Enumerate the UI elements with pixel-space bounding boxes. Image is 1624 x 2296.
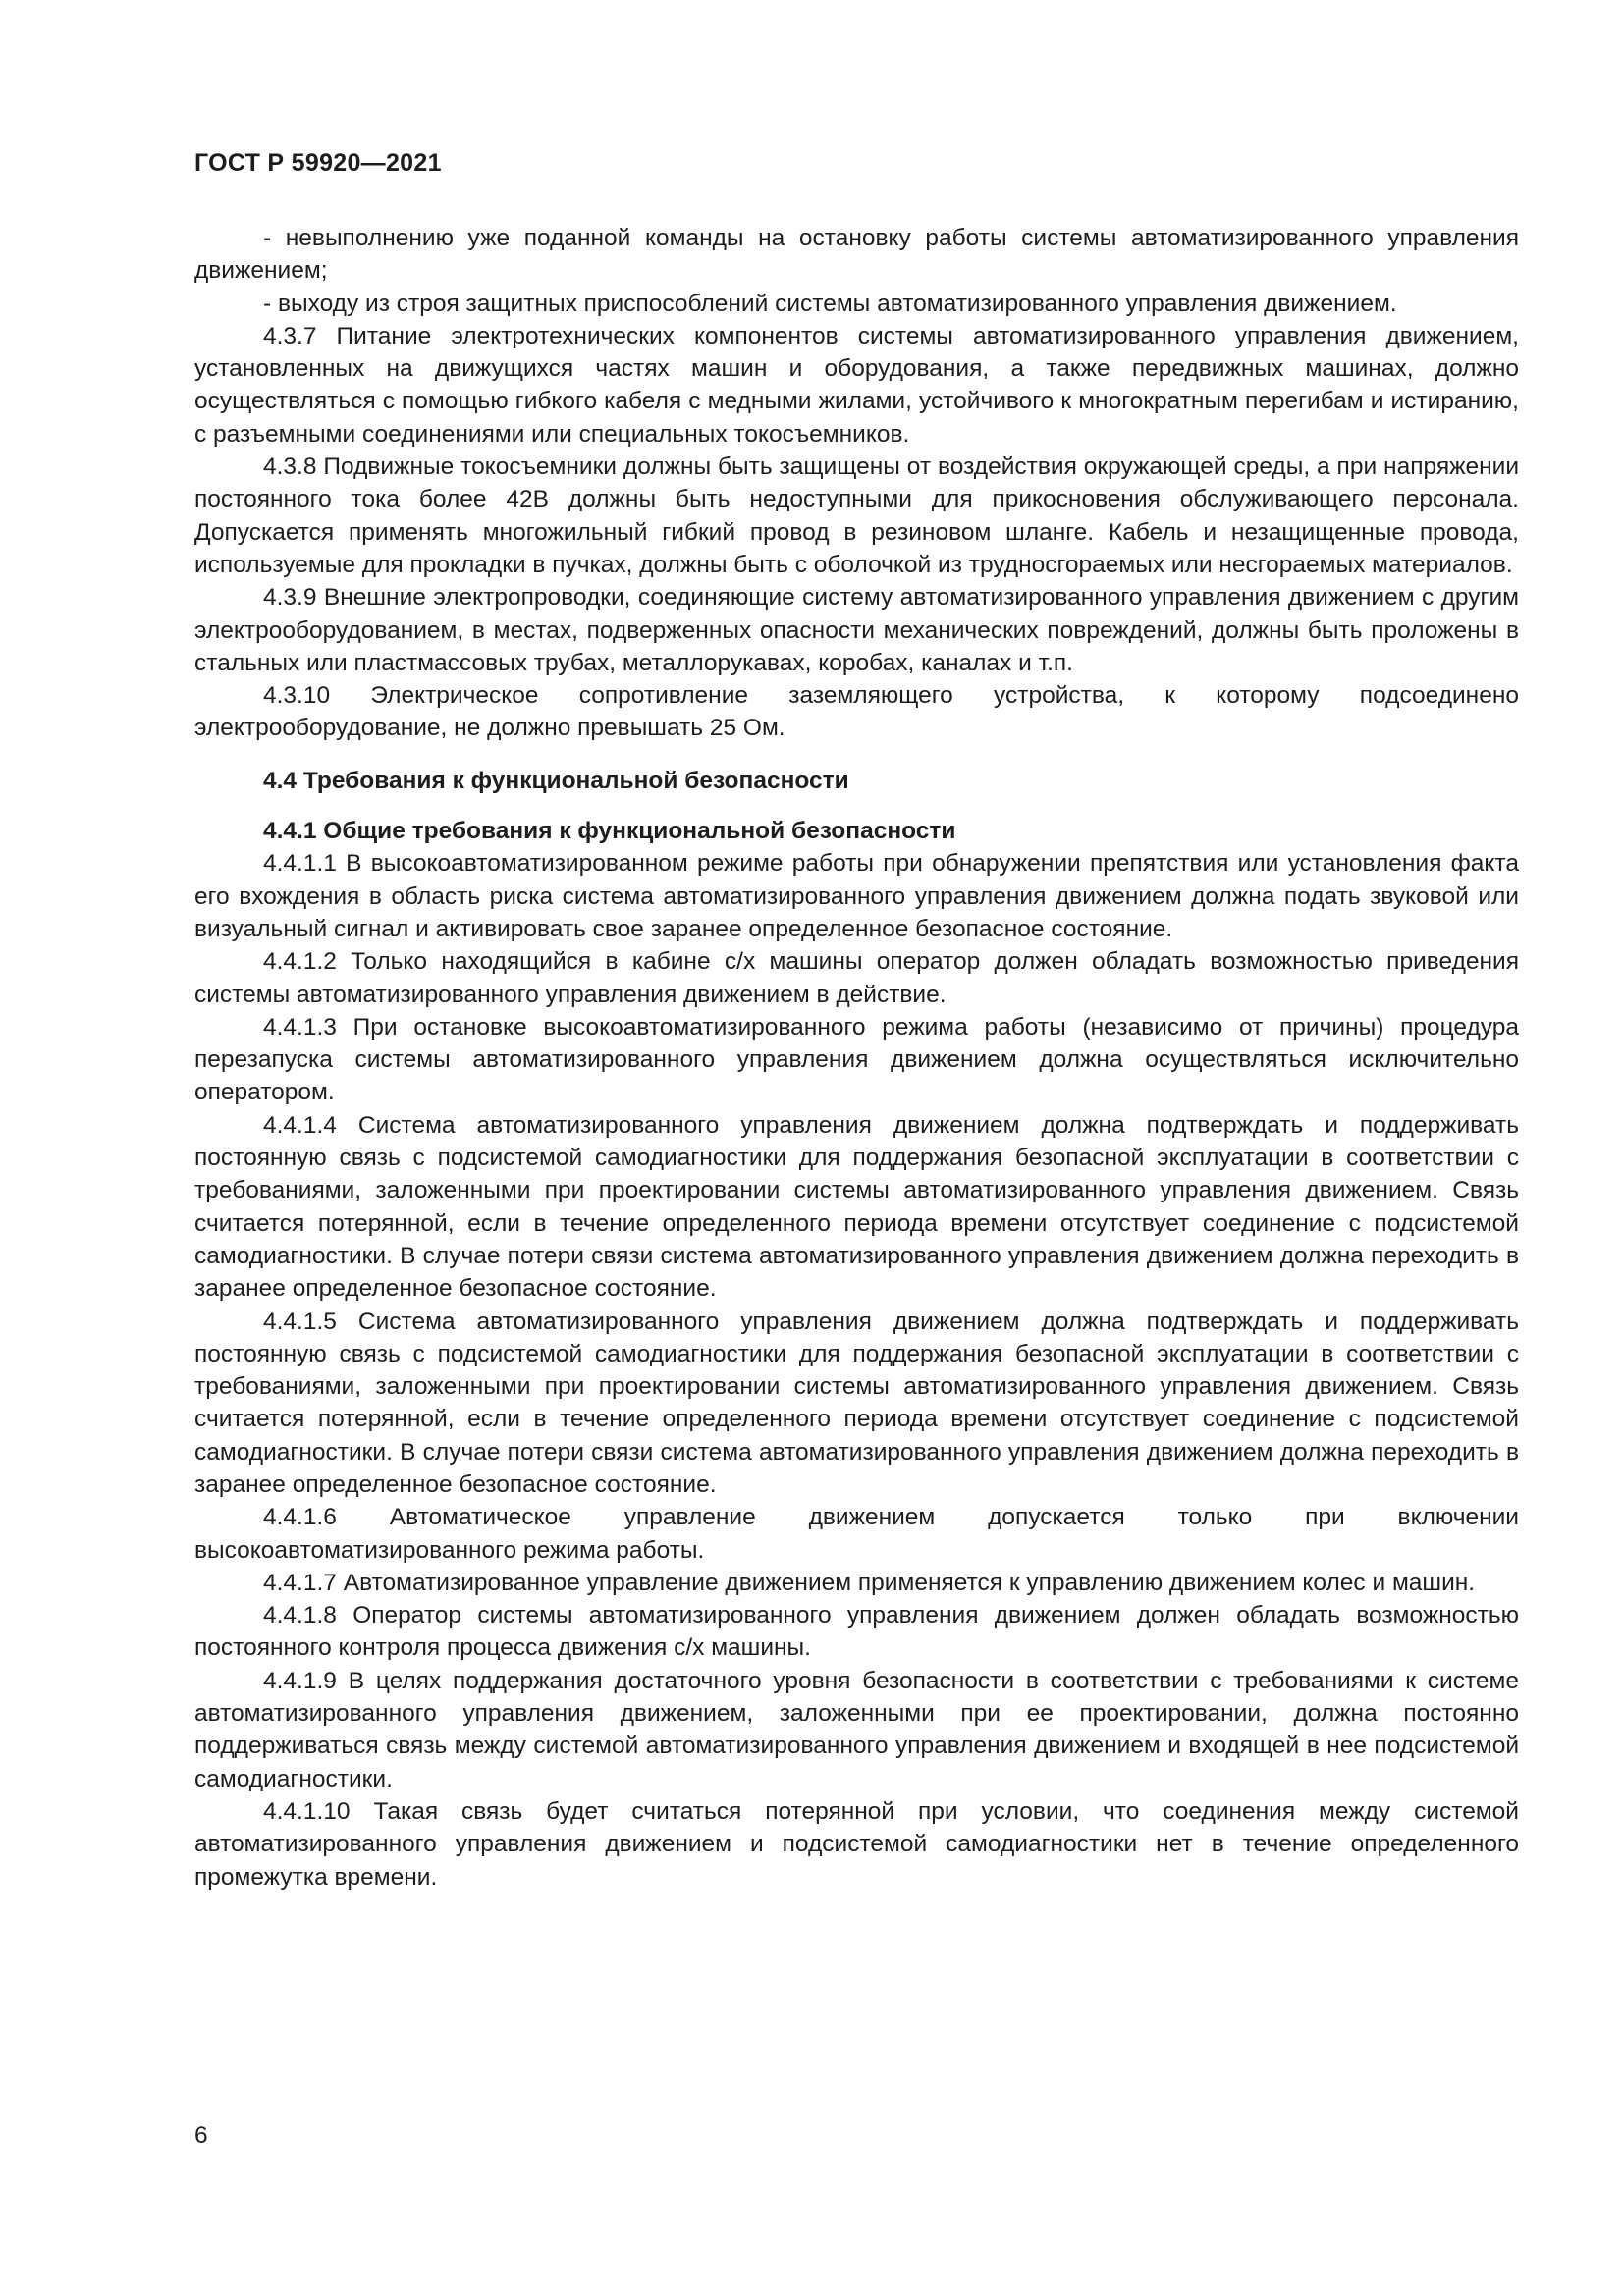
paragraph-4-4-1-1: 4.4.1.1 В высокоавтоматизированном режиме работы при обнаружении препятствия или установления факта его вхождения в область риска система автоматизированного управления движением должна подать звуковой или визуальный сигнал и активировать свое заранее определенное безопасное состояние. — [194, 850, 1519, 942]
section-heading-4-4: 4.4 Требования к функциональной безопасности — [263, 767, 849, 794]
subsection-heading-4-4-1: 4.4.1 Общие требования к функциональной безопасности — [263, 818, 956, 845]
paragraph-4-4-1-8: 4.4.1.8 Оператор системы автоматизированного управления движением должен обладать возможностью постоянного контроля процесса движения с/х машины. — [194, 1602, 1519, 1662]
paragraph-list-item-1: - невыполнению уже поданной команды на остановку работы системы автоматизированного управления движением; — [194, 225, 1519, 285]
paragraph-4-4-1-2: 4.4.1.2 Только находящийся в кабине с/х машины оператор должен обладать возможностью приведения системы автоматизированного управления движением в действие. — [194, 948, 1519, 1008]
paragraph-4-4-1-3: 4.4.1.3 При остановке высокоавтоматизированного режима работы (независимо от причины) процедура перезапуска системы автоматизированного управления движением должна осуществляться исключительно оператором. — [194, 1013, 1519, 1106]
document-id-header: ГОСТ Р 59920—2021 — [194, 149, 442, 177]
paragraph-4-4-1-5: 4.4.1.5 Система автоматизированного управления движением должна подтверждать и поддерживать постоянную связь с подсистемой самодиагностики для поддержания безопасной эксплуатации в соответствии с требованиями, заложенными при проектировании системы автоматизированного управления движением. Связь считается потерянной, если в течение определенного периода времени отсутствует соединение с подсистемой самодиагностики. В случае потери связи система автоматизированного управления движением должна переходить в заранее определенное безопасное состояние. — [194, 1308, 1519, 1498]
paragraph-4-3-7: 4.3.7 Питание электротехнических компонентов системы автоматизированного управления движением, установленных на движущихся частях машин и оборудования, а также передвижных машинах, должно осуществляться с помощью гибкого кабеля с медными жилами, устойчивого к многократным перегибам и истиранию, с разъемными соединениями или специальных токосъемников. — [194, 322, 1519, 448]
document-body — [194, 222, 1519, 1894]
paragraph-4-4-1-4: 4.4.1.4 Система автоматизированного управления движением должна подтверждать и поддерживать постоянную связь с подсистемой самодиагностики для поддержания безопасной эксплуатации в соответствии с требованиями, заложенными при проектировании системы автоматизированного управления движением. Связь считается потерянной, если в течение определенного периода времени отсутствует соединение с подсистемой самодиагностики. В случае потери связи система автоматизированного управления движением должна переходить в заранее определенное безопасное состояние. — [194, 1111, 1519, 1303]
paragraph-list-item-2: - выходу из строя защитных приспособлений системы автоматизированного управления движением. — [263, 290, 1397, 317]
paragraph-4-3-9: 4.3.9 Внешние электропроводки, соединяющие систему автоматизированного управления движением с другим электрооборудованием, в местах, подверженных опасности механических повреждений, должны быть проложены в стальных или пластмассовых трубах, металлорукавах, коробах, каналах и т.п. — [194, 584, 1519, 676]
paragraph-4-4-1-9: 4.4.1.9 В целях поддержания достаточного уровня безопасности в соответствии с требованиями к системе автоматизированного управления движением, заложенными при ее проектировании, должна постоянно поддерживаться связь между системой автоматизированного управления движением и входящей в нее подсистемой самодиагностики. — [194, 1667, 1519, 1792]
paragraph-4-3-8: 4.3.8 Подвижные токосъемники должны быть защищены от воздействия окружающей среды, а при напряжении постоянного тока более 42В должны быть недоступными для прикосновения обслуживающего персонала. Допускается применять многожильный гибкий провод в резиновом шланге. Кабель и незащищенные провода, используемые для прокладки в пучках, должны быть с оболочкой из трудносгораемых или несгораемых материалов. — [194, 454, 1519, 578]
paragraph-4-4-1-10: 4.4.1.10 Такая связь будет считаться потерянной при условии, что соединения между системой автоматизированного управления движением и подсистемой самодиагностики нет в течение определенного промежутка времени. — [194, 1797, 1519, 1891]
page-number: 6 — [194, 2122, 208, 2149]
paragraph-4-4-1-6: 4.4.1.6 Автоматическое управление движением допускается только при включении высокоавтоматизированного режима работы. — [194, 1504, 1519, 1564]
paragraph-4-3-10: 4.3.10 Электрическое сопротивление заземляющего устройства, к которому подсоединено электрооборудование, не должно превышать 25 Ом. — [194, 682, 1519, 742]
paragraph-4-4-1-7: 4.4.1.7 Автоматизированное управление движением применяется к управлению движением колес и машин. — [263, 1569, 1476, 1596]
